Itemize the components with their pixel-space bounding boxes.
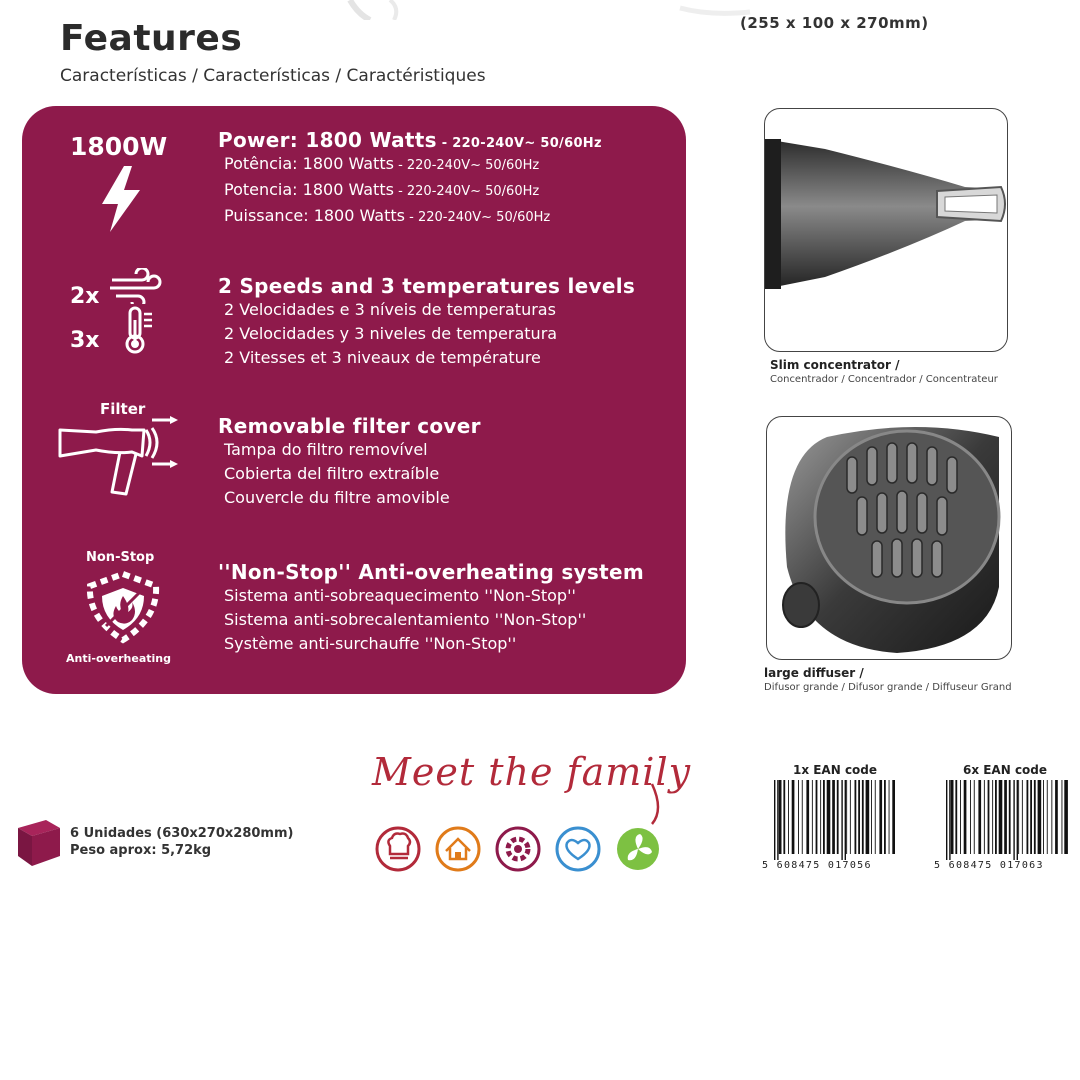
family-slogan: Meet the family <box>372 750 692 794</box>
thermometer-icon <box>122 306 156 354</box>
barcode-bar <box>946 780 947 860</box>
concentrator-illustration <box>765 109 1007 351</box>
concentrator-caption-subtitle: Concentrador / Concentrador / Concentrateur <box>770 374 998 385</box>
barcode-bar <box>960 780 961 854</box>
barcode-bar <box>779 780 782 854</box>
diffuser-caption-title: large diffuser / <box>764 666 864 680</box>
feature-filter-es: Cobierta del filtro extraíble <box>224 464 440 483</box>
feature-speeds-es: 2 Velocidades y 3 niveles de temperatura <box>224 324 558 343</box>
barcode-bar <box>827 780 831 854</box>
barcode-bar <box>823 780 825 854</box>
barcode-bar <box>792 780 795 854</box>
feature-speeds-text <box>218 274 635 370</box>
barcode-bar <box>832 780 835 854</box>
lightning-bolt-icon <box>96 166 144 232</box>
ean-6x-barcode <box>944 780 1068 860</box>
feature-speeds-pt: 2 Velocidades e 3 níveis de temperaturas <box>224 300 556 319</box>
barcode-bar <box>1038 780 1042 854</box>
feature-power-text <box>218 128 602 230</box>
ean-1x-barcode <box>772 780 896 860</box>
diffuser-illustration <box>767 417 1011 659</box>
barcode-bar <box>1034 780 1036 854</box>
power-rating-label: 1800W <box>70 132 168 161</box>
barcode-bar <box>1047 780 1048 854</box>
barcode-bar <box>1064 780 1068 854</box>
barcode-bar <box>862 780 864 854</box>
barcode-bar <box>841 780 842 860</box>
temperature-count-label: 3x <box>70 328 100 353</box>
diffuser-caption-subtitle: Difusor grande / Difusor grande / Diffuseur Grand <box>764 682 1012 693</box>
barcode-bar <box>866 780 870 854</box>
barcode-bar <box>964 780 967 854</box>
barcode-bar <box>1017 780 1018 860</box>
barcode-bar <box>845 780 846 860</box>
feature-speeds-fr: 2 Vitesses et 3 niveaux de température <box>224 348 541 367</box>
barcode-bar <box>812 780 813 854</box>
ean-1x-digits: 5 608475 017056 <box>762 860 872 871</box>
feature-anti-overheating-text <box>218 560 644 656</box>
family-icons <box>374 824 674 874</box>
home-icon <box>437 828 479 870</box>
feature-anti-overheating-fr: Système anti-surchauffe ''Non-Stop'' <box>224 634 517 653</box>
chef-hat-icon <box>377 828 419 870</box>
barcode-bar <box>978 780 981 854</box>
barcode-bar <box>892 780 895 854</box>
barcode-bar <box>850 780 851 854</box>
barcode-bar <box>846 780 847 854</box>
barcode-bar <box>1009 780 1011 854</box>
barcode-bar <box>995 780 997 854</box>
anti-overheating-label: Anti-overheating <box>66 652 171 665</box>
product-dimensions: (255 x 100 x 270mm) <box>740 14 929 32</box>
ean-6x-digits: 5 608475 017063 <box>934 860 1044 871</box>
barcode-bar <box>1062 780 1063 854</box>
feature-power-fr: Puissance: 1800 Watts - 220-240V~ 50/60Hz <box>224 206 551 225</box>
barcode-bar <box>984 780 985 854</box>
barcode-bar <box>1051 780 1052 854</box>
barcode-bar <box>879 780 882 854</box>
diffuser-image <box>766 416 1012 660</box>
page-subtitle: Características / Características / Caractéristiques <box>60 66 486 86</box>
barcode-bar <box>949 780 950 860</box>
barcode-bar <box>816 780 818 854</box>
fan-icon <box>617 828 659 870</box>
barcode-bar <box>974 780 975 854</box>
barcode-bar <box>802 780 803 854</box>
ean-6x-label: 6x EAN code <box>962 763 1048 777</box>
feature-filter-pt: Tampa do filtro removível <box>224 440 428 459</box>
barcode-bar <box>774 780 775 860</box>
feature-power-pt: Potência: 1800 Watts - 220-240V~ 50/60Hz <box>224 154 540 173</box>
barcode-bar <box>798 780 799 854</box>
feature-anti-overheating-title: ''Non-Stop'' Anti-overheating system <box>218 560 644 584</box>
barcode-bar <box>1030 780 1032 854</box>
barcode-bar <box>875 780 876 854</box>
barcode-bar <box>806 780 809 854</box>
barcode-bar <box>1013 780 1014 860</box>
barcode-bar <box>858 780 860 854</box>
barcode-bar <box>955 780 957 854</box>
feature-filter-fr: Couvercle du filtre amovible <box>224 488 450 507</box>
barcode-bar <box>970 780 971 854</box>
feature-power-es: Potencia: 1800 Watts - 220-240V~ 50/60Hz <box>224 180 540 199</box>
feature-anti-overheating-es: Sistema anti-sobrecalentamiento ''Non-Stop'' <box>224 610 587 629</box>
barcode-bar <box>1022 780 1023 854</box>
feature-speeds-title: 2 Speeds and 3 temperatures levels <box>218 274 636 298</box>
slogan-underline <box>612 780 672 826</box>
filter-label: Filter <box>100 400 146 418</box>
barcode-bar <box>837 780 839 854</box>
barcode-bar <box>884 780 886 854</box>
barcode-bar <box>855 780 857 854</box>
barcode-bar <box>871 780 872 854</box>
barcode-bar <box>1018 780 1019 854</box>
concentrator-caption-title: Slim concentrator / <box>770 358 900 372</box>
barcode-bar <box>820 780 821 854</box>
speed-count-label: 2x <box>70 284 100 309</box>
non-stop-label: Non-Stop <box>86 550 155 565</box>
box-icon <box>14 816 64 868</box>
packaging-info <box>70 825 293 859</box>
packaging-weight: Peso aprox: 5,72kg <box>70 843 212 858</box>
barcode-bar <box>999 780 1003 854</box>
wind-icon <box>108 268 164 304</box>
barcode-bar <box>777 780 778 860</box>
barcode-bar <box>992 780 993 854</box>
feature-anti-overheating-pt: Sistema anti-sobreaquecimento ''Non-Stop'' <box>224 586 576 605</box>
packaging-units: 6 Unidades (630x270x280mm) <box>70 826 294 841</box>
anti-overheating-shield-icon <box>78 570 168 644</box>
page-title: Features <box>60 18 243 59</box>
feature-filter-text <box>218 414 481 510</box>
barcode-bar <box>1055 780 1058 854</box>
heart-icon <box>557 828 599 870</box>
feature-power-title: Power: 1800 Watts - 220-240V~ 50/60Hz <box>218 128 602 152</box>
flower-icon <box>497 828 539 870</box>
barcode-bar <box>988 780 990 854</box>
ean-1x-label: 1x EAN code <box>792 763 878 777</box>
barcode-bar <box>951 780 954 854</box>
barcode-bar <box>1004 780 1007 854</box>
feature-filter-title: Removable filter cover <box>218 414 481 438</box>
barcode-bar <box>1043 780 1044 854</box>
barcode-bar <box>788 780 789 854</box>
hair-dryer-filter-icon <box>56 416 186 498</box>
concentrator-image <box>764 108 1008 352</box>
barcode-bar <box>783 780 785 854</box>
barcode-bar <box>1027 780 1029 854</box>
barcode-bar <box>889 780 890 854</box>
features-panel <box>22 106 686 694</box>
